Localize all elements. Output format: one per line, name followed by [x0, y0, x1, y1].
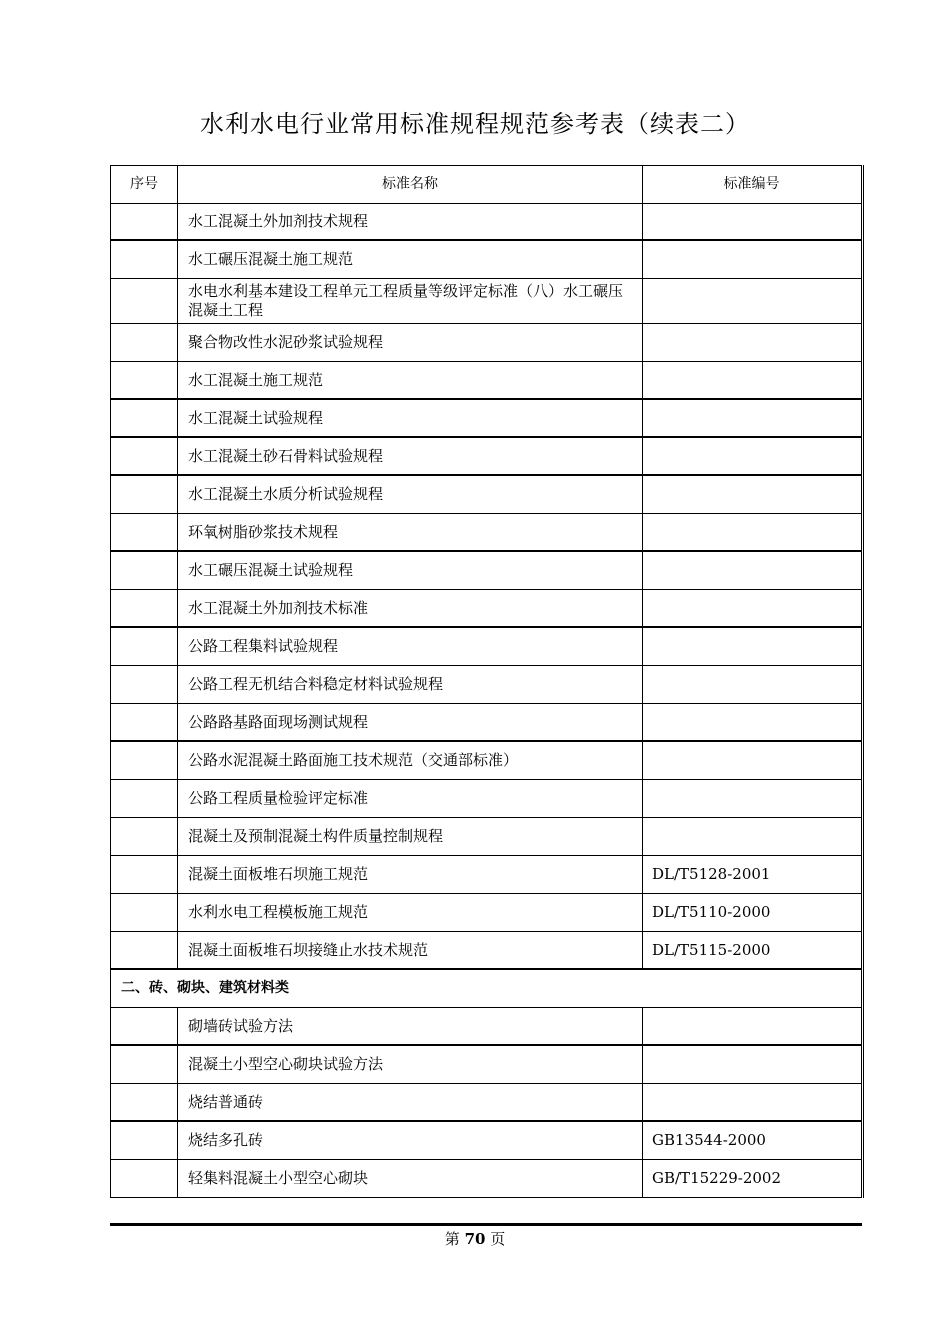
standard-name: 公路工程集料试验规程 — [178, 628, 643, 665]
standard-code — [643, 1008, 861, 1044]
page-title: 水利水电行业常用标准规程规范参考表（续表二） — [200, 110, 750, 138]
standard-code — [643, 1046, 861, 1083]
page-number — [0, 1228, 950, 1249]
standards-table — [110, 165, 862, 1198]
table-row — [111, 1046, 861, 1084]
standard-name: 水工混凝土施工规范 — [178, 362, 643, 398]
section-row — [111, 970, 861, 1008]
table-row — [111, 856, 861, 894]
standard-code — [643, 324, 861, 361]
table-row — [111, 1008, 861, 1046]
standard-name: 公路水泥混凝土路面施工技术规范（交通部标准） — [178, 742, 643, 779]
table-row — [111, 279, 861, 324]
standard-code — [643, 590, 861, 626]
table-header-row — [111, 166, 861, 204]
standard-name: 水工混凝土外加剂技术规程 — [178, 204, 643, 239]
standard-name: 砌墙砖试验方法 — [178, 1008, 643, 1044]
standard-name: 水工混凝土试验规程 — [178, 400, 643, 436]
standard-name: 水工碾压混凝土施工规范 — [178, 241, 643, 278]
standard-name: 水电水利基本建设工程单元工程质量等级评定标准（八）水工碾压混凝土工程 — [178, 279, 643, 323]
standard-name: 混凝土小型空心砌块试验方法 — [178, 1046, 643, 1083]
table-row — [111, 400, 861, 438]
table-row — [111, 628, 861, 666]
page-prefix: 第 — [444, 1230, 460, 1248]
header-code: 标准编号 — [723, 176, 780, 192]
section-heading: 二、砖、砌块、建筑材料类 — [121, 980, 289, 996]
standard-code: GB/T15229-2002 — [652, 1169, 782, 1187]
standard-code — [643, 780, 861, 817]
standard-name: 水工混凝土砂石骨料试验规程 — [178, 438, 643, 474]
table-row — [111, 1122, 861, 1160]
table-row — [111, 704, 861, 742]
table-row — [111, 818, 861, 856]
standard-code — [643, 628, 861, 665]
standard-code: DL/T5110-2000 — [652, 903, 771, 921]
table-row — [111, 204, 861, 241]
standard-code: DL/T5115-2000 — [652, 940, 771, 959]
table-row — [111, 1084, 861, 1122]
standard-name: 轻集料混凝土小型空心砌块 — [178, 1160, 643, 1197]
standard-name: 聚合物改性水泥砂浆试验规程 — [178, 324, 643, 361]
standard-code: DL/T5128-2001 — [652, 865, 771, 883]
page-value: 70 — [464, 1230, 486, 1248]
table-row — [111, 241, 861, 279]
standard-name: 烧结普通砖 — [178, 1084, 643, 1120]
standard-code — [643, 742, 861, 779]
standard-code — [643, 241, 861, 278]
standard-code — [643, 362, 861, 398]
table-row — [111, 1160, 861, 1197]
standard-code — [643, 514, 861, 550]
standard-name: 水工混凝土水质分析试验规程 — [178, 476, 643, 513]
standard-name: 混凝土面板堆石坝接缝止水技术规范 — [178, 932, 643, 968]
standard-code — [643, 552, 861, 589]
standard-code — [643, 476, 861, 513]
standard-name: 水工碾压混凝土试验规程 — [178, 552, 643, 589]
standard-code — [643, 1084, 861, 1120]
standard-code — [643, 279, 861, 323]
standard-code — [643, 666, 861, 703]
standard-code — [643, 704, 861, 740]
table-row — [111, 324, 861, 362]
standard-name: 混凝土及预制混凝土构件质量控制规程 — [178, 818, 643, 855]
standard-name: 公路工程无机结合料稳定材料试验规程 — [178, 666, 643, 703]
table-row — [111, 438, 861, 476]
table-row — [111, 476, 861, 514]
standard-name: 环氧树脂砂浆技术规程 — [178, 514, 643, 550]
table-row — [111, 362, 861, 400]
standard-name: 公路工程质量检验评定标准 — [178, 780, 643, 817]
standard-name: 水工混凝土外加剂技术标准 — [178, 590, 643, 626]
standard-code — [643, 400, 861, 436]
standard-name: 公路路基路面现场测试规程 — [178, 704, 643, 740]
table-row — [111, 780, 861, 818]
standard-name: 混凝土面板堆石坝施工规范 — [178, 856, 643, 893]
standard-code — [643, 438, 861, 474]
table-row — [111, 590, 861, 628]
header-name: 标准名称 — [178, 166, 643, 203]
standard-name: 水利水电工程模板施工规范 — [178, 894, 643, 931]
standard-code — [643, 818, 861, 855]
page-suffix: 页 — [490, 1230, 506, 1248]
table-row — [111, 666, 861, 704]
table-row — [111, 894, 861, 932]
header-no: 序号 — [111, 166, 178, 203]
footer-rule — [110, 1223, 862, 1226]
table-row — [111, 742, 861, 780]
table-row — [111, 552, 861, 590]
standard-name: 烧结多孔砖 — [178, 1122, 643, 1159]
table-row — [111, 514, 861, 552]
standard-code: GB13544-2000 — [652, 1131, 766, 1149]
standard-code — [643, 204, 861, 239]
table-row — [111, 932, 861, 970]
